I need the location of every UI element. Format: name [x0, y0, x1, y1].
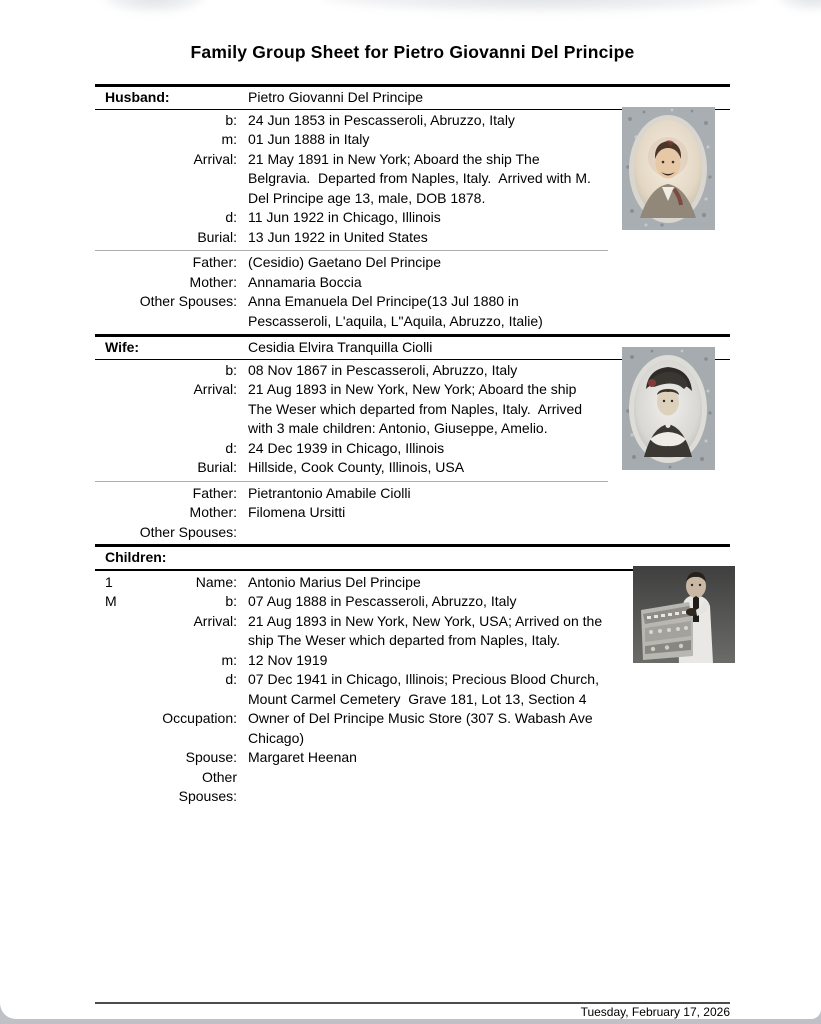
- field-label: Mother:: [189, 273, 237, 290]
- section-divider: [95, 481, 608, 482]
- field-label: Mother:: [189, 504, 237, 520]
- field-value: Owner of Del Principe Music Store (307 S. Wabash Ave Chicago): [248, 710, 597, 746]
- children-section-label: Children:: [105, 549, 167, 565]
- field-value: 21 May 1891 in New York; Aboard the ship The Belgravia. Departed from Naples, Italy. Arrived with M. Del Principe age 13, male, DOB 1878.: [248, 150, 595, 206]
- field-label: Burial:: [197, 459, 237, 475]
- husband-section-label: Husband:: [105, 89, 170, 105]
- field-value: 24 Dec 1939 in Chicago, Illinois: [248, 439, 445, 456]
- field-label: b:: [225, 361, 237, 378]
- footer-date: Tuesday, February 17, 2026: [580, 1005, 730, 1019]
- field-label: Occupation:: [162, 710, 237, 726]
- wife-name: Cesidia Elvira Tranquilla Ciolli: [248, 339, 433, 355]
- husband-family: [95, 252, 730, 333]
- wife-section-label: Wife:: [105, 339, 140, 355]
- field-value: 13 Jun 1922 in United States: [248, 228, 428, 245]
- field-row: [95, 273, 730, 293]
- field-label: m:: [221, 131, 237, 147]
- section-divider: [95, 250, 608, 251]
- field-value: Anna Emanuela Del Principe(13 Jul 1880 in Pescasseroli, L'aquila, L"Aquila, Abruzzo, Italie): [248, 293, 543, 329]
- field-label: m:: [221, 651, 237, 668]
- field-value: 07 Dec 1941 in Chicago, Illinois; Precious Blood Church, Mount Carmel Cemetery Grave 181, Lot 13, Section 4: [248, 671, 603, 707]
- field-label: d:: [225, 439, 237, 456]
- field-label: Spouse:: [185, 749, 237, 765]
- child-photo: [633, 566, 735, 663]
- field-value: 21 Aug 1893 in New York, New York; Aboard the ship The Weser which departed from Naples, Italy. Arrived with 3 male children: Antonio, Giuseppe, Amelio.: [248, 381, 586, 436]
- field-row: [95, 709, 730, 748]
- footer-rule: [95, 1002, 730, 1004]
- field-value: 01 Jun 1888 in Italy: [248, 131, 370, 147]
- field-value: 07 Aug 1888 in Pescasseroli, Abruzzo, Italy: [248, 593, 517, 609]
- field-label: Arrival:: [193, 150, 237, 167]
- field-label: Father:: [192, 254, 237, 270]
- field-row: [95, 503, 730, 523]
- field-value: 12 Nov 1919: [248, 651, 328, 668]
- field-label: Father:: [192, 484, 237, 501]
- field-row: [95, 523, 730, 543]
- field-label: d:: [225, 209, 237, 225]
- child-number: 1: [105, 573, 113, 590]
- field-label: Arrival:: [193, 381, 237, 397]
- field-row: [95, 253, 730, 273]
- field-value: 11 Jun 1922 in Chicago, Illinois: [248, 209, 441, 225]
- field-value: Pietrantonio Amabile Ciolli: [248, 484, 411, 501]
- field-value: 24 Jun 1853 in Pescasseroli, Abruzzo, Italy: [248, 111, 515, 128]
- wife-photo: [622, 347, 715, 470]
- page-top-smudge: [778, 0, 821, 10]
- field-row: [95, 292, 730, 331]
- field-value: 21 Aug 1893 in New York, New York, USA; Arrived on the ship The Weser which departed from Naples, Italy.: [248, 612, 606, 648]
- page-top-smudge: [104, 0, 204, 12]
- field-value: Antonio Marius Del Principe: [248, 573, 421, 590]
- child-sex: M: [105, 593, 117, 609]
- field-label: Other Spouses:: [178, 768, 237, 804]
- field-label: Name:: [195, 573, 237, 590]
- field-label: Other Spouses:: [139, 293, 237, 309]
- field-label: Arrival:: [193, 612, 237, 629]
- field-label: d:: [225, 671, 237, 687]
- field-label: Other Spouses:: [139, 523, 237, 540]
- field-row: [95, 748, 730, 768]
- field-value: Margaret Heenan: [248, 749, 357, 765]
- wife-family: [95, 483, 730, 545]
- field-row: [95, 228, 730, 248]
- field-value: Filomena Ursitti: [248, 504, 346, 520]
- field-label: b:: [225, 111, 237, 128]
- page-title: Family Group Sheet for Pietro Giovanni Del Principe: [190, 42, 635, 62]
- field-row: [95, 768, 730, 807]
- field-label: b:: [225, 593, 237, 609]
- field-value: Hillside, Cook County, Illinois, USA: [248, 459, 465, 475]
- husband-photo: [622, 107, 715, 230]
- field-row: [95, 484, 730, 504]
- husband-name: Pietro Giovanni Del Principe: [248, 89, 424, 105]
- field-value: (Cesidio) Gaetano Del Principe: [248, 254, 441, 270]
- field-value: Annamaria Boccia: [248, 273, 362, 290]
- field-value: 08 Nov 1867 in Pescasseroli, Abruzzo, Italy: [248, 361, 518, 378]
- field-label: Burial:: [197, 228, 237, 245]
- field-row: [95, 670, 730, 709]
- page-top-smudge: [320, 0, 760, 12]
